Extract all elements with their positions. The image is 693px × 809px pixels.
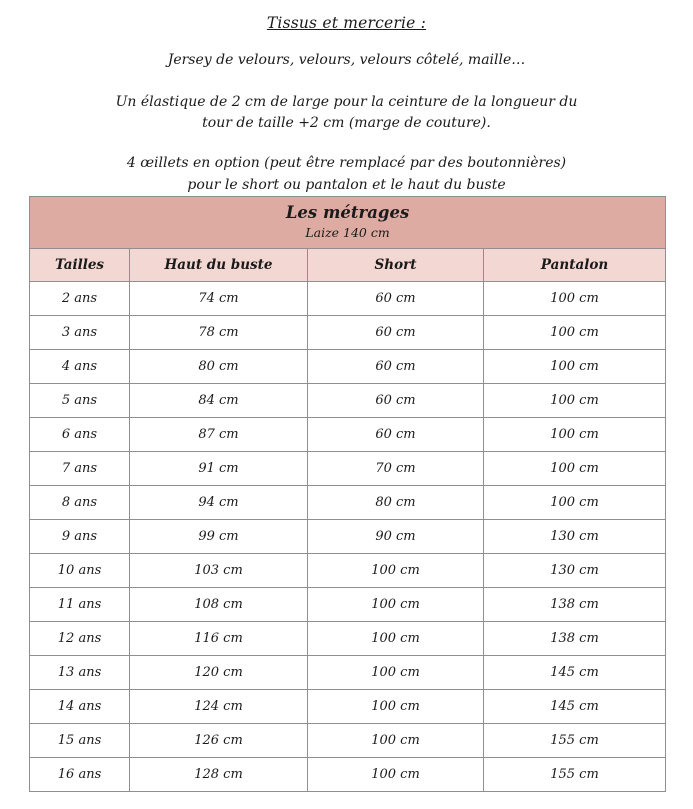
table-header-row xyxy=(30,249,666,282)
table-row xyxy=(30,520,666,554)
column-header-pantalon: Pantalon xyxy=(484,249,666,282)
cell-taille: 8 ans xyxy=(30,486,130,520)
table-banner-row xyxy=(30,197,666,249)
table-banner-title: Les métrages xyxy=(285,203,410,222)
cell-pantalon: 100 cm xyxy=(484,384,666,418)
cell-haut-du-buste: 108 cm xyxy=(130,588,308,622)
cell-haut-du-buste: 126 cm xyxy=(130,724,308,758)
intro-line: Jersey de velours, velours, velours côtelé, maille… xyxy=(167,52,526,68)
cell-short: 90 cm xyxy=(308,520,484,554)
cell-short: 60 cm xyxy=(308,316,484,350)
cell-taille: 10 ans xyxy=(30,554,130,588)
table-row xyxy=(30,656,666,690)
cell-taille: 13 ans xyxy=(30,656,130,690)
cell-short: 60 cm xyxy=(308,418,484,452)
cell-pantalon: 145 cm xyxy=(484,656,666,690)
metrages-table-wrapper xyxy=(29,196,665,792)
cell-pantalon: 100 cm xyxy=(484,452,666,486)
intro-section xyxy=(0,0,693,196)
table-banner-cell xyxy=(30,197,666,249)
cell-taille: 7 ans xyxy=(30,452,130,486)
cell-taille: 11 ans xyxy=(30,588,130,622)
cell-short: 100 cm xyxy=(308,724,484,758)
table-row xyxy=(30,418,666,452)
cell-short: 100 cm xyxy=(308,758,484,792)
cell-short: 100 cm xyxy=(308,622,484,656)
cell-short: 100 cm xyxy=(308,656,484,690)
table-row xyxy=(30,622,666,656)
cell-pantalon: 155 cm xyxy=(484,758,666,792)
cell-haut-du-buste: 99 cm xyxy=(130,520,308,554)
cell-haut-du-buste: 87 cm xyxy=(130,418,308,452)
intro-paragraph-eyelets xyxy=(20,153,673,196)
cell-pantalon: 100 cm xyxy=(484,418,666,452)
cell-pantalon: 100 cm xyxy=(484,350,666,384)
table-row xyxy=(30,758,666,792)
intro-line: tour de taille +2 cm (marge de couture). xyxy=(202,115,491,132)
cell-short: 70 cm xyxy=(308,452,484,486)
cell-short: 100 cm xyxy=(308,588,484,622)
intro-line: pour le short ou pantalon et le haut du buste xyxy=(187,176,506,193)
cell-short: 60 cm xyxy=(308,384,484,418)
cell-taille: 6 ans xyxy=(30,418,130,452)
cell-taille: 15 ans xyxy=(30,724,130,758)
cell-short: 100 cm xyxy=(308,690,484,724)
cell-pantalon: 138 cm xyxy=(484,588,666,622)
cell-haut-du-buste: 80 cm xyxy=(130,350,308,384)
metrages-table xyxy=(29,196,666,792)
cell-taille: 14 ans xyxy=(30,690,130,724)
cell-short: 80 cm xyxy=(308,486,484,520)
table-row xyxy=(30,724,666,758)
column-header-short: Short xyxy=(308,249,484,282)
table-row xyxy=(30,282,666,316)
column-header-haut-du-buste: Haut du buste xyxy=(130,249,308,282)
cell-taille: 2 ans xyxy=(30,282,130,316)
table-row xyxy=(30,384,666,418)
cell-taille: 12 ans xyxy=(30,622,130,656)
cell-taille: 16 ans xyxy=(30,758,130,792)
cell-haut-du-buste: 91 cm xyxy=(130,452,308,486)
page-title: Tissus et mercerie : xyxy=(266,14,427,32)
cell-haut-du-buste: 103 cm xyxy=(130,554,308,588)
cell-short: 100 cm xyxy=(308,554,484,588)
intro-line: Un élastique de 2 cm de large pour la ceinture de la longueur du xyxy=(115,93,578,110)
cell-pantalon: 155 cm xyxy=(484,724,666,758)
cell-pantalon: 130 cm xyxy=(484,520,666,554)
table-row xyxy=(30,554,666,588)
table-row xyxy=(30,588,666,622)
cell-pantalon: 145 cm xyxy=(484,690,666,724)
cell-taille: 9 ans xyxy=(30,520,130,554)
intro-line: 4 œillets en option (peut être remplacé par des boutonnières) xyxy=(126,155,567,172)
cell-pantalon: 130 cm xyxy=(484,554,666,588)
cell-pantalon: 138 cm xyxy=(484,622,666,656)
table-row xyxy=(30,486,666,520)
cell-pantalon: 100 cm xyxy=(484,316,666,350)
table-row xyxy=(30,690,666,724)
cell-haut-du-buste: 78 cm xyxy=(130,316,308,350)
cell-haut-du-buste: 94 cm xyxy=(130,486,308,520)
cell-short: 60 cm xyxy=(308,282,484,316)
cell-taille: 5 ans xyxy=(30,384,130,418)
cell-haut-du-buste: 74 cm xyxy=(130,282,308,316)
cell-haut-du-buste: 120 cm xyxy=(130,656,308,690)
column-header-tailles: Tailles xyxy=(30,249,130,282)
cell-haut-du-buste: 84 cm xyxy=(130,384,308,418)
cell-haut-du-buste: 124 cm xyxy=(130,690,308,724)
cell-pantalon: 100 cm xyxy=(484,486,666,520)
table-row xyxy=(30,452,666,486)
cell-taille: 4 ans xyxy=(30,350,130,384)
cell-short: 60 cm xyxy=(308,350,484,384)
intro-paragraph-elastic xyxy=(20,92,673,135)
cell-taille: 3 ans xyxy=(30,316,130,350)
cell-haut-du-buste: 116 cm xyxy=(130,622,308,656)
table-row xyxy=(30,350,666,384)
cell-haut-du-buste: 128 cm xyxy=(130,758,308,792)
cell-pantalon: 100 cm xyxy=(484,282,666,316)
table-banner-subtitle: Laize 140 cm xyxy=(305,224,390,240)
intro-paragraph-fabrics xyxy=(20,50,673,72)
table-row xyxy=(30,316,666,350)
